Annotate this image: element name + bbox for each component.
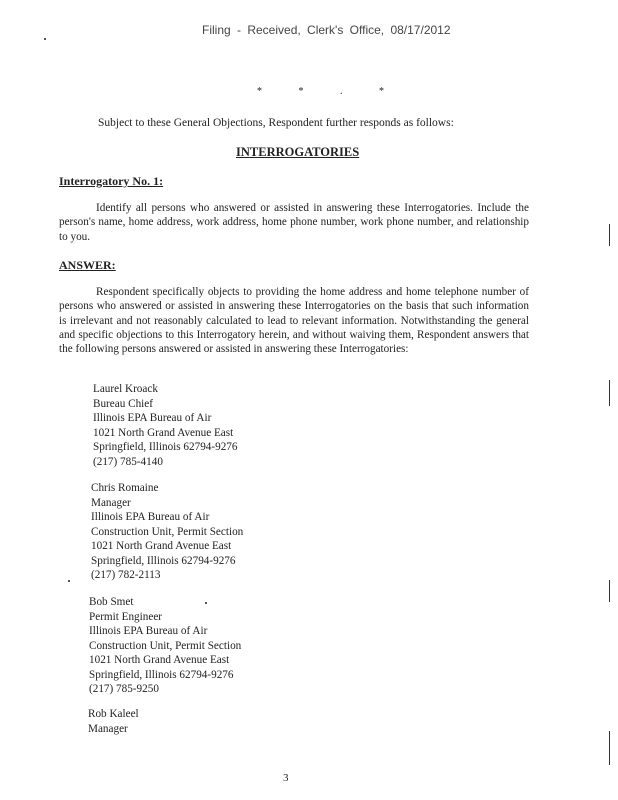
margin-change-bar: [609, 580, 610, 602]
intro-paragraph: Subject to these General Objections, Respondent further responds as follows:: [98, 117, 454, 129]
person-line: Springfield, Illinois 62794-9276: [89, 668, 234, 681]
person-line: 1021 North Grand Avenue East: [91, 540, 232, 552]
margin-change-bar: [609, 731, 610, 765]
person-line: Construction Unit, Permit Section: [91, 525, 244, 538]
person-block: [93, 382, 238, 469]
person-line: Construction Unit, Permit Section: [89, 639, 242, 652]
interrogatory-heading: Interrogatory No. 1:: [59, 174, 164, 188]
scan-speck: [44, 38, 46, 40]
margin-change-bar: [609, 380, 610, 406]
person-block: [89, 595, 241, 697]
person-line: Illinois EPA Bureau of Air: [93, 412, 212, 424]
answer-text: Respondent specifically objects to providing the home address and home telephone number of persons who answered or assisted in answering these Interrogatories on the basis that such information is irrelevant and not reasonably calculated to lead to relevant information. Notwithstanding the general and specific objections to this Interrogatory herein, and without waiving them, Respondent answers that the following persons answered or assisted in answering these Interrogatories:: [59, 286, 529, 356]
person-line: Permit Engineer: [89, 610, 163, 623]
scan-speck: [68, 580, 70, 582]
person-block: [91, 481, 243, 583]
person-line: Bob Smet: [89, 596, 134, 608]
person-line: Springfield, Illinois 62794-9276: [93, 441, 238, 453]
person-line: Bureau Chief: [93, 397, 153, 410]
scan-speck: [205, 602, 207, 604]
page-number: 3: [283, 772, 289, 784]
person-line: (217) 782-2113: [91, 569, 161, 581]
person-line: Illinois EPA Bureau of Air: [89, 625, 208, 637]
filing-stamp-header: Filing - Received, Clerk's Office, 08/17/2012: [202, 23, 451, 37]
margin-change-bar: [609, 224, 610, 246]
person-line: Springfield, Illinois 62794-9276: [91, 554, 236, 567]
interrogatory-text: Identify all persons who answered or assisted in answering these Interrogatories. Include the person's name, home address, work address, home phone number, work phone number, and relationship to you.: [59, 202, 529, 243]
person-line: 1021 North Grand Avenue East: [89, 654, 230, 666]
section-title: INTERROGATORIES: [236, 145, 360, 159]
person-line: Manager: [88, 722, 128, 735]
person-line: (217) 785-9250: [89, 683, 159, 695]
section-break-stars: * * . *: [257, 86, 401, 97]
person-block: [88, 707, 139, 736]
answer-heading: ANSWER:: [59, 258, 116, 272]
person-line: Illinois EPA Bureau of Air: [91, 511, 210, 523]
person-line: Rob Kaleel: [88, 708, 139, 720]
person-line: (217) 785-4140: [93, 455, 163, 468]
person-line: Manager: [91, 496, 131, 509]
person-line: Laurel Kroack: [93, 383, 158, 395]
person-line: 1021 North Grand Avenue East: [93, 426, 234, 439]
person-line: Chris Romaine: [91, 482, 159, 494]
